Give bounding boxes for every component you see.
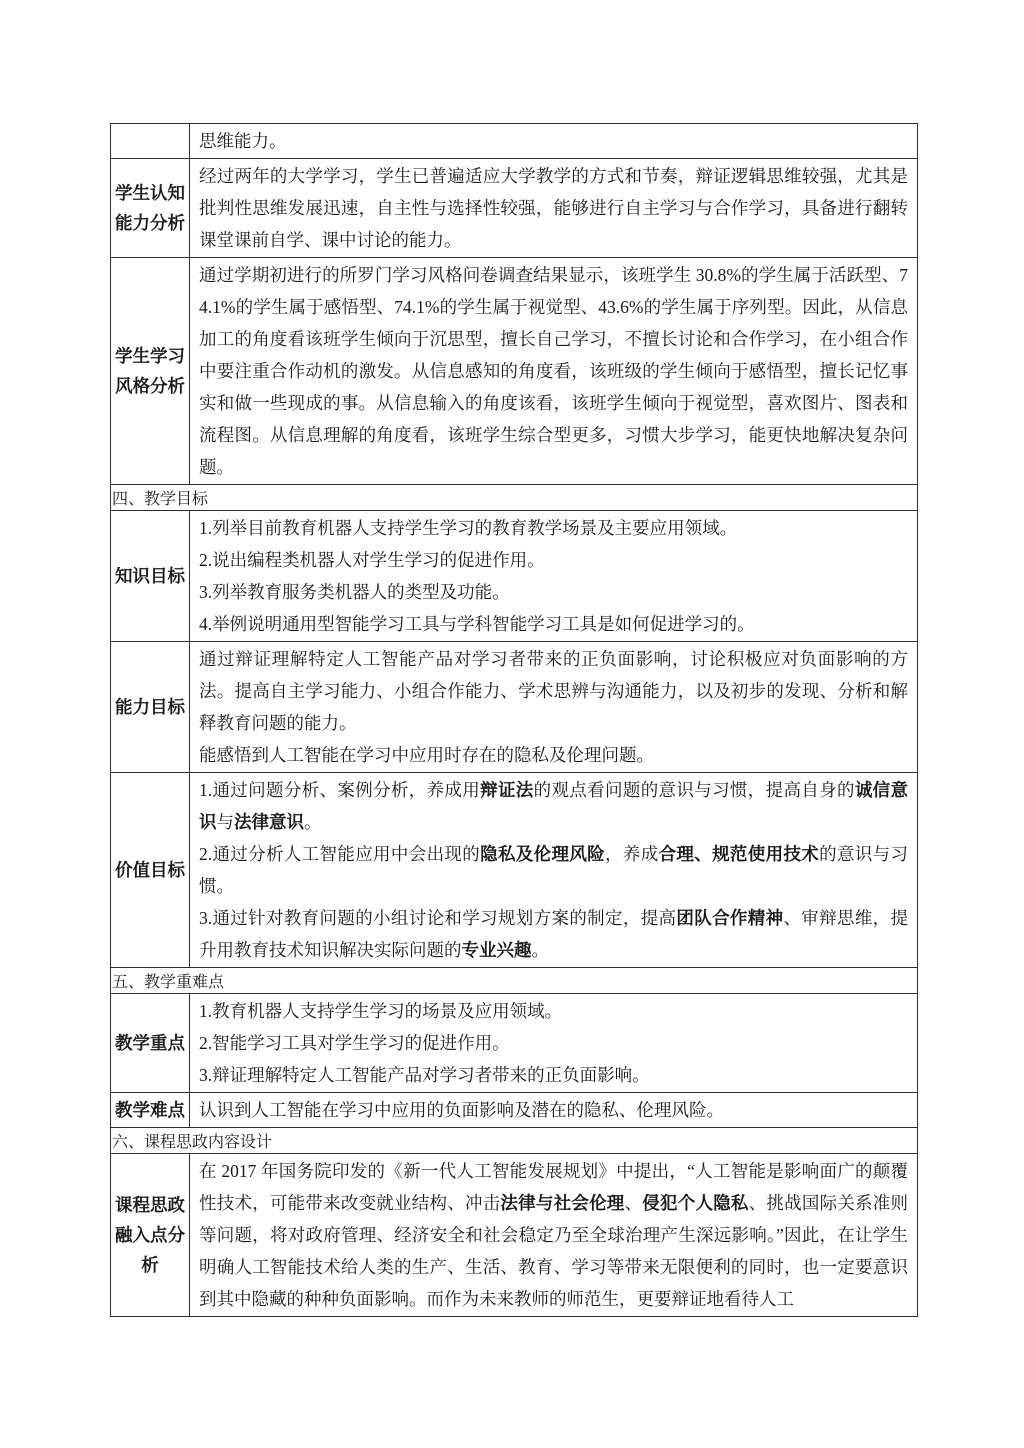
text-run: 3.列举教育服务类机器人的类型及功能。 xyxy=(199,582,510,602)
row-label: 价值目标 xyxy=(111,773,190,968)
row-content xyxy=(190,994,918,1093)
row-label xyxy=(111,124,190,159)
row-content xyxy=(190,642,918,773)
row-label: 学生学习风格分析 xyxy=(111,258,190,485)
text-run: 1.教育机器人支持学生学习的场景及应用领域。 xyxy=(199,1001,563,1021)
row-content xyxy=(190,1093,918,1128)
text-run: 在 2017 年国务院印发的《新一代人工智能发展规划》中提出，“人工智能是影响面广的颠覆性技术，可能带来改变就业结构、冲击 xyxy=(199,1161,908,1213)
table-row xyxy=(111,511,918,642)
text-run: 经过两年的大学学习，学生已普遍适应大学教学的方式和节奏，辩证逻辑思维较强，尤其是批判性思维发展迅速，自主性与选择性较强，能够进行自主学习与合作学习，具备进行翻转课堂课前自学、课中讨论的能力。 xyxy=(199,166,908,250)
text-run: 、 xyxy=(624,1193,643,1213)
section-header-row xyxy=(111,485,918,511)
paragraph xyxy=(199,643,908,739)
bold-text-run: 法律与社会伦理 xyxy=(500,1193,625,1213)
text-run: 的观点看问题的意识与习惯，提高自身的 xyxy=(533,780,855,800)
bold-text-run: 合理、规范使用技术 xyxy=(658,844,820,864)
table-row xyxy=(111,773,918,968)
bold-text-run: 隐私及伦理风险 xyxy=(480,844,606,864)
paragraph xyxy=(199,125,908,157)
text-run: ，养成 xyxy=(605,844,659,864)
section-header-title: 四、教学目标 xyxy=(111,485,918,511)
text-run: 2.说出编程类机器人对学生学习的促进作用。 xyxy=(199,550,545,570)
paragraph xyxy=(199,608,908,640)
table-row xyxy=(111,1154,918,1317)
section-header-title: 五、教学重难点 xyxy=(111,968,918,994)
bold-text-run: 侵犯个人隐私 xyxy=(642,1193,749,1213)
row-label: 教学重点 xyxy=(111,994,190,1093)
paragraph xyxy=(199,739,908,771)
paragraph xyxy=(199,1027,908,1059)
paragraph xyxy=(199,160,908,256)
table-row xyxy=(111,994,918,1093)
row-content xyxy=(190,773,918,968)
bold-text-run: 辩证法 xyxy=(480,780,534,800)
text-run: 思维能力。 xyxy=(199,131,287,151)
row-content xyxy=(190,511,918,642)
text-run: 通过辩证理解特定人工智能产品对学习者带来的正负面影响，讨论积极应对负面影响的方法。提高自主学习能力、小组合作能力、学术思辨与沟通能力，以及初步的发现、分析和解释教育问题的能力。 xyxy=(199,649,908,733)
bold-text-run: 专业兴趣 xyxy=(461,940,532,960)
text-run: 1.通过问题分析、案例分析，养成用 xyxy=(199,780,481,800)
table-row xyxy=(111,124,918,159)
row-label: 课程思政融入点分析 xyxy=(111,1154,190,1317)
lesson-plan-table-body xyxy=(111,124,918,1317)
text-run: 。 xyxy=(531,940,549,960)
section-header-title: 六、课程思政内容设计 xyxy=(111,1128,918,1154)
paragraph xyxy=(199,512,908,544)
paragraph xyxy=(199,995,908,1027)
row-label: 学生认知能力分析 xyxy=(111,159,190,258)
table-row xyxy=(111,258,918,485)
paragraph xyxy=(199,1094,908,1126)
text-run: 1.列举目前教育机器人支持学生学习的教育教学场景及主要应用领域。 xyxy=(199,518,738,538)
row-content xyxy=(190,124,918,159)
paragraph xyxy=(199,259,908,483)
text-run: 、挑战国际关系准则等问题，将对政府管理、经济安全和社会稳定乃至全球治理产生深远影响。”因此，在让学生明确人工智能技术给人类的生产、生活、教育、学习等带来无限便利的同时，也一定要意识到其中隐藏的种种负面影响。而作为未来教师的师范生，更要辩证地看待人工 xyxy=(199,1193,909,1309)
row-label: 知识目标 xyxy=(111,511,190,642)
row-content xyxy=(190,258,918,485)
lesson-plan-table xyxy=(110,123,918,1317)
text-run: 能感悟到人工智能在学习中应用时存在的隐私及伦理问题。 xyxy=(199,745,654,765)
text-run: 、审辩思维，提升用教育技术知识解决实际问题的 xyxy=(199,908,909,960)
paragraph xyxy=(199,1059,908,1091)
paragraph xyxy=(199,774,908,838)
bold-text-run: 法律意识 xyxy=(234,812,304,832)
paragraph xyxy=(199,902,908,966)
text-run: 3.通过针对教育问题的小组讨论和学习规划方案的制定，提高 xyxy=(199,908,677,928)
table-row xyxy=(111,1093,918,1128)
section-header-row xyxy=(111,1128,918,1154)
table-row xyxy=(111,159,918,258)
text-run: 的意识与习惯。 xyxy=(199,844,909,896)
text-run: 认识到人工智能在学习中应用的负面影响及潜在的隐私、伦理风险。 xyxy=(199,1100,724,1120)
bold-text-run: 团队合作精神 xyxy=(676,908,784,928)
text-run: 3.辩证理解特定人工智能产品对学习者带来的正负面影响。 xyxy=(199,1065,650,1085)
table-row xyxy=(111,642,918,773)
row-label: 能力目标 xyxy=(111,642,190,773)
section-header-row xyxy=(111,968,918,994)
text-run: 与 xyxy=(216,812,234,832)
paragraph xyxy=(199,1155,908,1315)
text-run: 通过学期初进行的所罗门学习风格问卷调查结果显示，该班学生 30.8%的学生属于活跃型、74.1%的学生属于感悟型、74.1%的学生属于视觉型、43.6%的学生属于序列型。因此，从信息加工的角度看该班学生倾向于沉思型，擅长自己学习，不擅长讨论和合作学习，在小组合作中要注重合作动机的激发。从信息感知的角度看，该班级的学生倾向于感悟型，擅长记忆事实和做一些现成的事。从信息输入的角度该看，该班学生倾向于视觉型，喜欢图片、图表和流程图。从信息理解的角度看，该班学生综合型更多，习惯大步学习，能更快地解决复杂问题。 xyxy=(199,265,908,477)
paragraph xyxy=(199,544,908,576)
bold-text-run: 诚信意识 xyxy=(199,780,909,832)
text-run: 。 xyxy=(304,812,322,832)
paragraph xyxy=(199,576,908,608)
row-content xyxy=(190,1154,918,1317)
text-run: 2.通过分析人工智能应用中会出现的 xyxy=(199,844,481,864)
text-run: 2.智能学习工具对学生学习的促进作用。 xyxy=(199,1033,510,1053)
row-content xyxy=(190,159,918,258)
row-label: 教学难点 xyxy=(111,1093,190,1128)
text-run: 4.举例说明通用型智能学习工具与学科智能学习工具是如何促进学习的。 xyxy=(199,614,755,634)
paragraph xyxy=(199,838,908,902)
